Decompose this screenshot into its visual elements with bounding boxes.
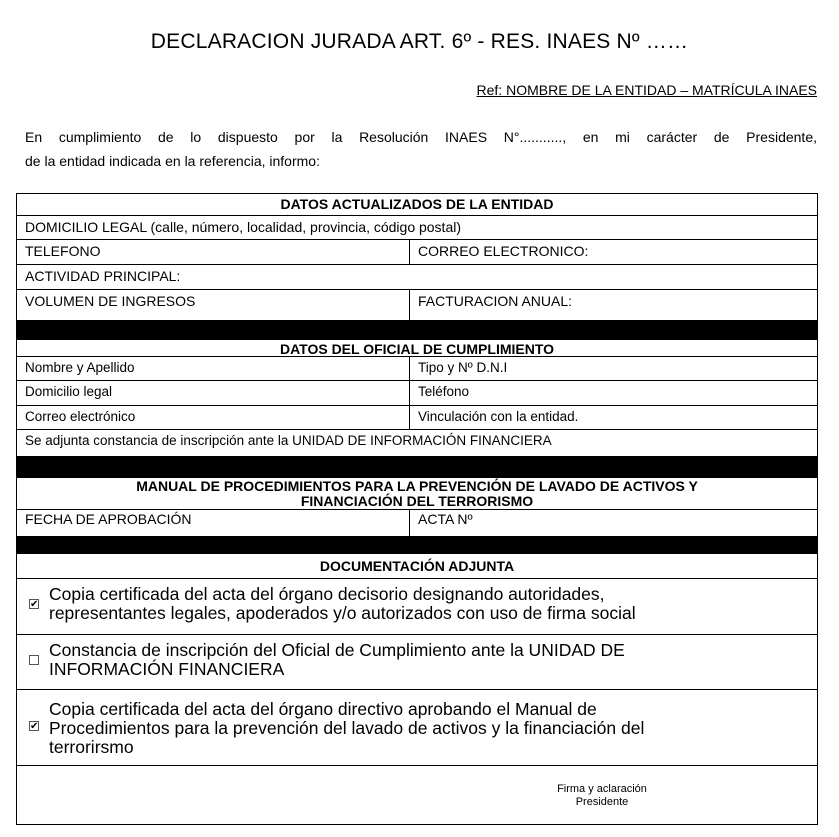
document-title: DECLARACION JURADA ART. 6º - RES. INAES Nº …… [150,30,689,53]
entity-actividad-row [17,265,817,290]
manual-heading-line-2: FINANCIACIÓN DEL TERRORISMO [300,493,534,509]
intro-paragraph [25,125,817,173]
document-item-line: Copia certificada del acta del órgano decisorio designando autoridades, [49,584,605,604]
document-item [17,690,817,766]
entity-domicilio-label: DOMICILIO LEGAL (calle, número, localidad, provincia, código postal) [25,219,462,235]
document-item-line: terrorirsmo [49,737,134,757]
officer-vinculacion-label: Vinculación con la entidad. [409,406,817,429]
entity-correo-label: CORREO ELECTRONICO: [409,240,817,264]
officer-email-row [17,406,817,430]
document-item-text [49,641,809,679]
officer-address-row [17,381,817,406]
officer-constancia-label: Se adjunta constancia de inscripción ante la UNIDAD DE INFORMACIÓN FINANCIERA [25,433,552,448]
manual-acta-label: ACTA Nº [409,510,817,536]
document-checkbox-checked[interactable]: ✔ [30,721,39,732]
entity-domicilio-row [17,216,817,240]
document-item-text [49,585,809,623]
entity-facturacion-label: FACTURACION ANUAL: [409,290,817,320]
intro-line-2: de la entidad indicada en la referencia, informo: [25,153,320,169]
entity-telefono-label: TELEFONO [25,243,101,259]
officer-section-heading: DATOS DEL OFICIAL DE CUMPLIMIENTO [17,340,817,357]
document-item [17,579,817,635]
document-item-line: Constancia de inscripción del Oficial de Cumplimiento ante la UNIDAD DE [49,640,625,660]
signature-role: Presidente [575,796,629,808]
officer-nombre-label: Nombre y Apellido [25,360,135,375]
officer-telefono-label: Teléfono [409,381,817,405]
officer-dni-label: Tipo y Nº D.N.I [409,357,817,380]
entity-finance-row [17,290,817,320]
manual-approval-row [17,510,817,536]
signature-label: Firma y aclaración [557,783,647,795]
document-item-line: Procedimientos para la prevención del lavado de activos y la financiación del [49,718,645,738]
declaration-form [16,193,818,825]
officer-domicilio-label: Domicilio legal [25,384,113,399]
signature-block [537,783,667,809]
intro-line-1: En cumplimiento de lo dispuesto por la Resolución INAES N°..........., en mi carácter de Presidente, [25,129,817,145]
document-item [17,635,817,690]
entity-actividad-label: ACTIVIDAD PRINCIPAL: [25,268,181,284]
document-item-line: Copia certificada del acta del órgano directivo aprobando el Manual de [49,699,597,719]
manual-section-heading [17,478,817,510]
document-checkbox-unchecked[interactable] [29,655,39,665]
documentation-section-heading: DOCUMENTACIÓN ADJUNTA [17,554,817,579]
officer-constancia-row [17,430,817,456]
entity-contact-row [17,240,817,265]
document-checkbox-checked[interactable]: ✔ [30,599,39,610]
officer-correo-label: Correo electrónico [25,409,136,424]
section-divider-bar [17,320,817,340]
document-item-text [49,700,809,757]
section-divider-bar [17,536,817,554]
officer-name-row [17,357,817,381]
document-item-line: representantes legales, apoderados y/o autorizados con uso de firma social [49,603,636,623]
entity-volumen-label: VOLUMEN DE INGRESOS [25,293,196,309]
document-item-line: INFORMACIÓN FINANCIERA [49,659,285,679]
reference-line: Ref: NOMBRE DE LA ENTIDAD – MATRÍCULA INAES [476,82,817,98]
section-divider-bar [17,456,817,478]
manual-heading-line-1: MANUAL DE PROCEDIMIENTOS PARA LA PREVENCIÓN DE LAVADO DE ACTIVOS Y [136,478,698,494]
entity-section-heading: DATOS ACTUALIZADOS DE LA ENTIDAD [17,194,817,216]
manual-fecha-label: FECHA DE APROBACIÓN [25,511,192,527]
